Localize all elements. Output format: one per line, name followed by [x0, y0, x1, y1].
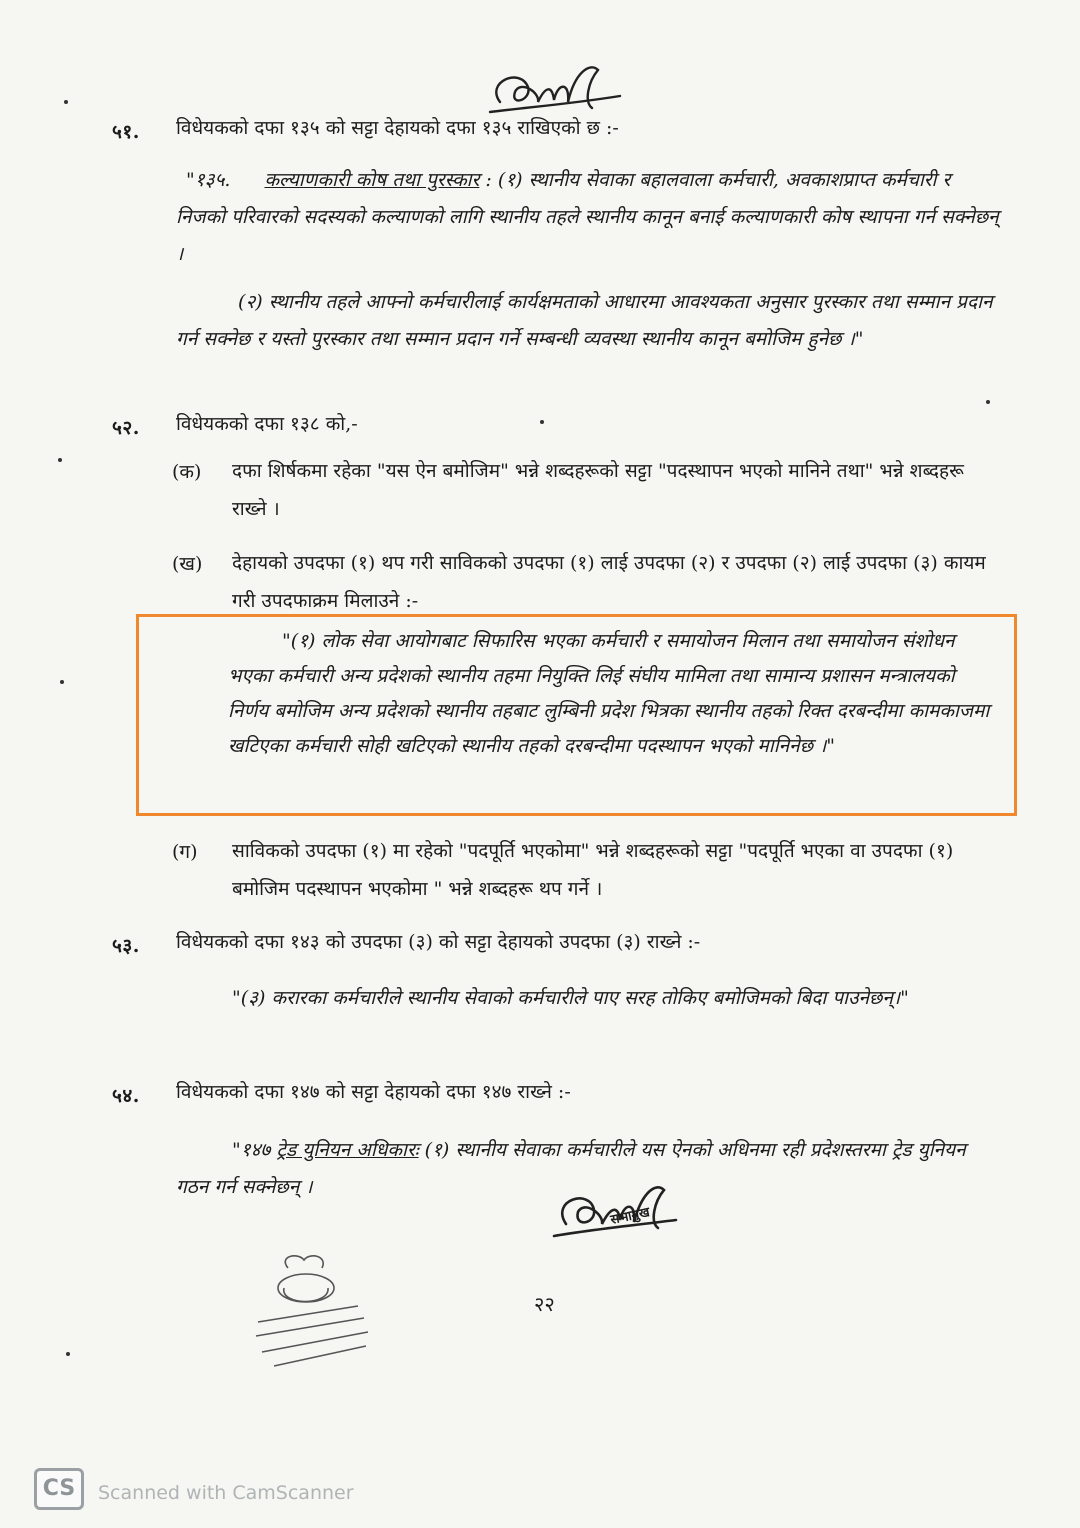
clause-ka-text: दफा शिर्षकमा रहेका "यस ऐन बमोजिम" भन्ने शब्दहरूको सट्टा "पदस्थापन भएको मानिने तथा" भन्ने शब्दहरू राख्ने । [232, 460, 964, 520]
section-54-heading: विधेयकको दफा १४७ को सट्टा देहायको दफा १४७ राख्ने :- [176, 1081, 571, 1103]
quote-title: ट्रेड युनियन अधिकारः [276, 1139, 419, 1161]
speck [58, 458, 62, 462]
section-53-number: ५३. [112, 935, 140, 957]
section-52-heading: विधेयकको दफा १३८ को,- [176, 413, 358, 435]
clause-kha-quote: "(१) लोक सेवा आयोगबाट सिफारिस भएका कर्मचारी र समायोजन मिलान तथा समायोजन संशोधन भएका कर्मचारी अन्य प्रदेशको स्थानीय तहमा नियुक्ति लिई संघीय मामिला तथा सामान्य प्रशासन मन्त्रालयको निर्णय बमोजिम अन्य प्रदेशको स्थानीय तहबाट लुम्बिनी प्रदेश भित्रका स्थानीय तहको रिक्त दरबन्दीमा कामकाजमा खटिएका कर्मचारी सोही खटिएको स्थानीय तहको दरबन्दीमा पदस्थापन भएको मानिनेछ ।" [228, 630, 990, 757]
clause-ga-text: साविकको उपदफा (१) मा रहेको "पदपूर्ति भएकोमा" भन्ने शब्दहरूको सट्टा "पदपूर्ति भएका वा उपदफा (१) बमोजिम पदस्थापन भएकोमा " भन्ने शब्दहरू थप गर्ने । [232, 840, 954, 900]
speck [60, 680, 64, 684]
section-53-heading: विधेयकको दफा १४३ को उपदफा (३) को सट्टा देहायको उपदफा (३) राख्ने :- [176, 931, 701, 953]
section-54-number: ५४. [112, 1085, 140, 1107]
clause-kha-label: (ख) [172, 553, 203, 575]
para1-title: कल्याणकारी कोष तथा पुरस्कार [264, 169, 480, 191]
camscanner-logo: CS [34, 1468, 84, 1510]
camscanner-text: Scanned with CamScanner [98, 1482, 354, 1504]
speck [64, 100, 68, 104]
section-51-heading: विधेयकको दफा १३५ को सट्टा देहायको दफा १३५ राखिएको छ :- [176, 117, 619, 139]
signature-caption: सभामुख [609, 1205, 652, 1228]
section-51-para1 [176, 162, 1000, 273]
clause-ka-label: (क) [172, 461, 202, 483]
para1-text: : (१) स्थानीय सेवाका बहालवाला कर्मचारी, अवकाशप्राप्त कर्मचारी र निजको परिवारको सदस्यको कल्याणको लागि स्थानीय तहले स्थानीय कानून बनाई कल्याणकारी कोष स्थापना गर्न सक्नेछन् । [176, 169, 999, 265]
quote-number: "१४७ [232, 1139, 271, 1161]
speck [986, 400, 990, 404]
clause-ga-label: (ग) [172, 841, 198, 863]
speck [540, 420, 544, 424]
section-51-para2: (२) स्थानीय तहले आफ्नो कर्मचारीलाई कार्यक्षमताको आधारमा आवश्यकता अनुसार पुरस्कार तथा सम्मान प्रदान गर्न सक्नेछ र यस्तो पुरस्कार तथा सम्मान प्रदान गर्ने सम्बन्धी व्यवस्था स्थानीय कानून बमोजिम हुनेछ ।" [176, 291, 993, 350]
section-53-quote: "(३) करारका कर्मचारीले स्थानीय सेवाको कर्मचारीले पाए सरह तोकिए बमोजिमको बिदा पाउनेछन्।" [232, 987, 909, 1009]
official-stamp-icon [218, 1248, 408, 1378]
section-51-number: ५१. [112, 121, 140, 143]
speck [66, 1352, 70, 1356]
section-52-number: ५२. [112, 417, 140, 439]
para1-number: "१३५. [186, 169, 231, 191]
page-number: २२ [534, 1292, 555, 1316]
clause-kha-text: देहायको उपदफा (१) थप गरी साविकको उपदफा (१) लाई उपदफा (२) र उपदफा (२) लाई उपदफा (३) कायम गरी उपदफाक्रम मिलाउने :- [232, 552, 986, 612]
quote-text: (१) स्थानीय सेवाका कर्मचारीले यस ऐनको अधिनमा रही प्रदेशस्तरमा ट्रेड युनियन गठन गर्न सक्नेछन् । [176, 1139, 966, 1198]
